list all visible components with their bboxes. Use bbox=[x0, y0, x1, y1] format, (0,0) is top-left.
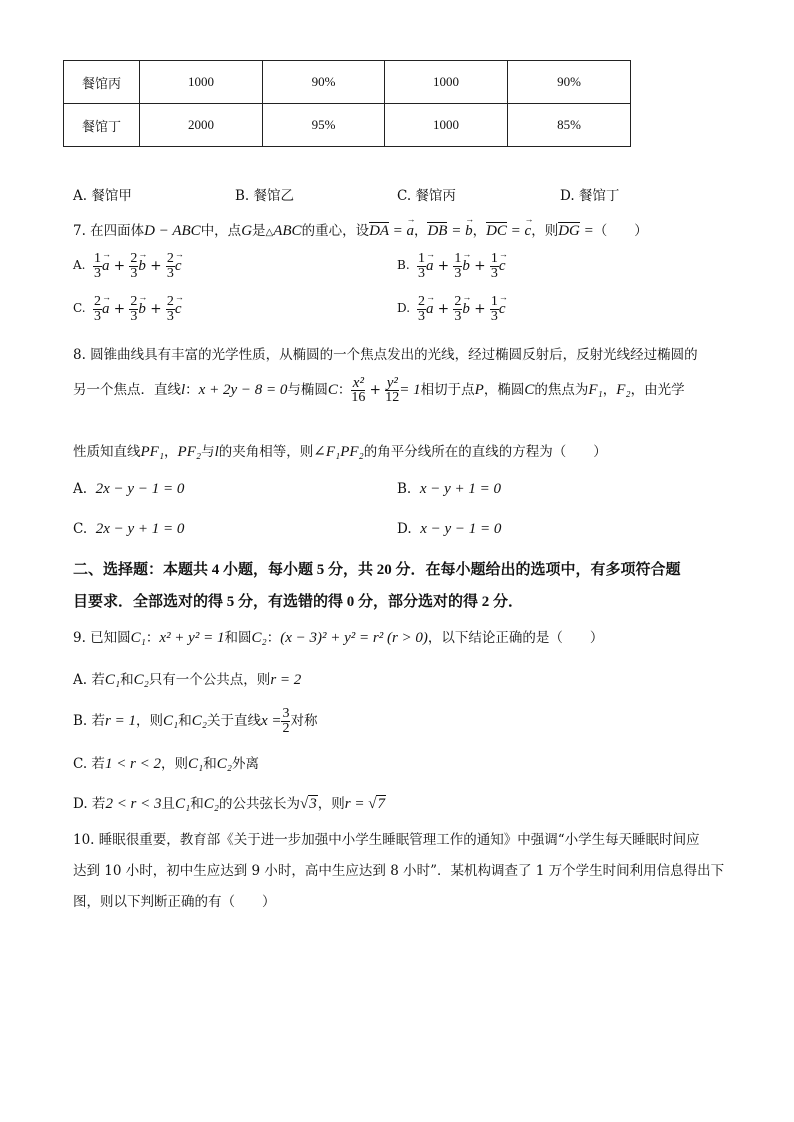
q7-option-c-label: C. bbox=[73, 301, 86, 315]
q7-option-b: $\frac{1}{3}$ → a + $\frac{1}{3}$ → b + $\frac{1}{3}$ → c bbox=[417, 252, 505, 281]
q7-option-a-label: A. bbox=[73, 258, 86, 272]
q9-option-c: C. 若1 < r < 2，则C₁和C₂外离 bbox=[73, 756, 259, 772]
q7-option-c: $\frac{2}{3}$ → a + $\frac{2}{3}$ → b + $\frac{2}{3}$ → c bbox=[93, 295, 181, 324]
q6-option-a: A. 餐馆甲 bbox=[73, 188, 132, 204]
q7-stem: 7. 在四面体D − ABC中，点G是△ABC的重心，设DA = → a，DB = → b，DC = → c，则DG =（ ） bbox=[73, 219, 648, 240]
table-cell: 1000 bbox=[385, 61, 508, 104]
q8-line3: 性质知直线PF₁，PF₂与l的夹角相等，则∠F₁PF₂的角平分线所在的直线的方程为（ ） bbox=[73, 444, 607, 460]
q9-option-a: A. 若C₁和C₂只有一个公共点，则r = 2 bbox=[73, 672, 302, 688]
table-row bbox=[64, 104, 631, 147]
restaurant-table bbox=[63, 60, 631, 147]
table-cell: 90% bbox=[263, 61, 385, 104]
section2-heading-line2: 目要求．全部选对的得 5 分，有选错的得 0 分，部分选对的得 2 分． bbox=[73, 594, 524, 610]
q9-stem: 9. 已知圆C₁：x² + y² = 1和圆C₂：(x − 3)² + y² = r² (r > 0)，以下结论正确的是（ ） bbox=[73, 630, 604, 646]
table-row bbox=[64, 61, 631, 104]
q8-option-a: A. 2x − y − 1 = 0 bbox=[73, 481, 185, 497]
table-cell: 餐馆丁 bbox=[64, 104, 140, 147]
q7-option-d-label: D. bbox=[397, 301, 411, 315]
table-cell: 2000 bbox=[140, 104, 263, 147]
q7-option-a: $\frac{1}{3}$ → a + $\frac{2}{3}$ → b + $\frac{2}{3}$ → c bbox=[93, 252, 181, 281]
table-cell: 85% bbox=[508, 104, 631, 147]
table-cell: 1000 bbox=[140, 61, 263, 104]
q10-line1: 10. 睡眠很重要，教育部《关于进一步加强中小学生睡眠管理工作的通知》中强调“小学生每天睡眠时间应 bbox=[73, 832, 700, 848]
section2-heading-line1: 二、选择题：本题共 4 小题，每小题 5 分，共 20 分．在每小题给出的选项中，有多项符合题 bbox=[73, 562, 681, 578]
q8-option-d: D. x − y − 1 = 0 bbox=[397, 521, 502, 537]
q6-option-b: B. 餐馆乙 bbox=[235, 188, 295, 204]
q10-line3: 图，则以下判断正确的有（ ） bbox=[73, 894, 276, 910]
q6-option-c: C. 餐馆丙 bbox=[397, 188, 456, 204]
q8-line2: 另一个焦点．直线l：x + 2y − 8 = 0与椭圆C： $\frac{\text{x²}}{16}$ + $\frac{\text{y²}}{12}$ = 1相切于点P，椭圆C的焦点为F₁，F₂，由光学 bbox=[73, 375, 685, 405]
q10-line2: 达到 10 小时，初中生应达到 9 小时，高中生应达到 8 小时”．某机构调查了 1 万个学生时间利用信息得出下 bbox=[73, 863, 725, 879]
q8-line1: 8. 圆锥曲线具有丰富的光学性质，从椭圆的一个焦点发出的光线，经过椭圆反射后，反射光线经过椭圆的 bbox=[73, 347, 698, 363]
q7-option-b-label: B. bbox=[397, 258, 410, 272]
q9-option-d: D. 若2 < r < 3且C₁和C₂的公共弦长为√3，则r = √7 bbox=[73, 796, 385, 812]
table-cell: 1000 bbox=[385, 104, 508, 147]
q8-option-c: C. 2x − y + 1 = 0 bbox=[73, 521, 185, 537]
q6-option-d: D. 餐馆丁 bbox=[560, 188, 620, 204]
table-cell: 90% bbox=[508, 61, 631, 104]
table-cell: 餐馆丙 bbox=[64, 61, 140, 104]
q8-option-b: B. x − y + 1 = 0 bbox=[397, 481, 501, 497]
q9-option-b: B. 若r = 1，则C₁和C₂关于直线x = $\frac{3}{2}$ 对称 bbox=[73, 706, 318, 736]
table-cell: 95% bbox=[263, 104, 385, 147]
q7-option-d: $\frac{2}{3}$ → a + $\frac{2}{3}$ → b + $\frac{1}{3}$ → c bbox=[417, 295, 505, 324]
